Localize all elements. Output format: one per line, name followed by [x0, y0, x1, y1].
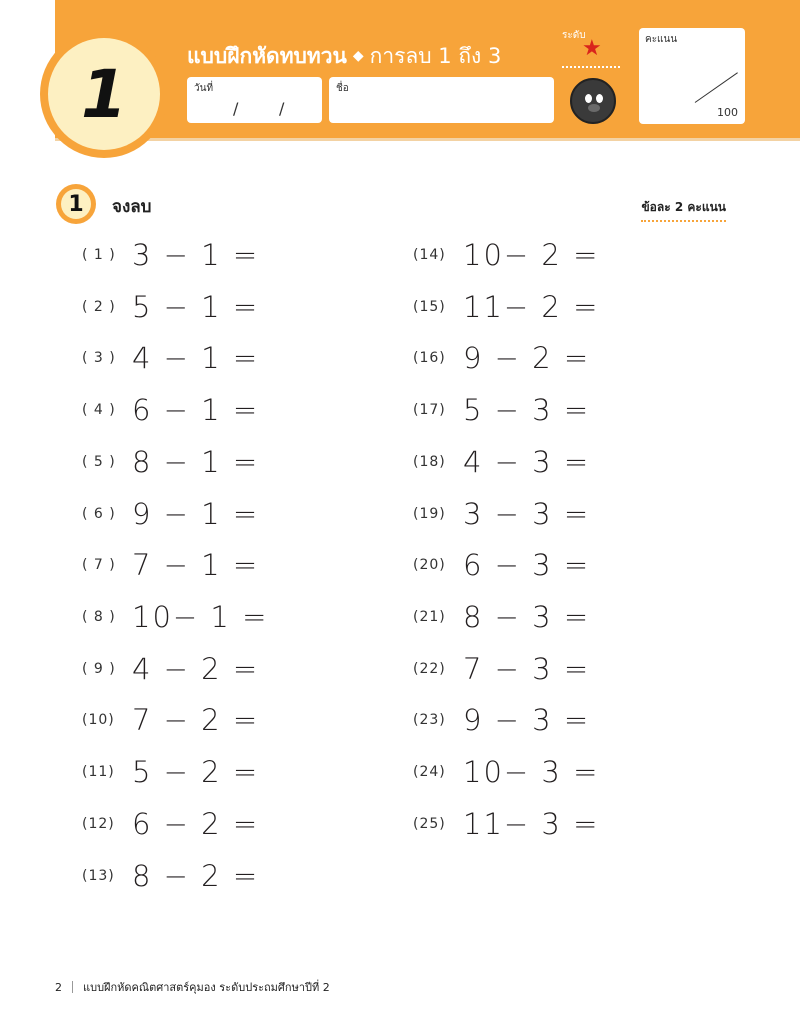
problem-number: (18): [413, 454, 446, 470]
problem-item: [82, 445, 259, 479]
mascot-eye: [596, 94, 603, 103]
problem-number: ( 8 ): [82, 609, 116, 625]
problem-item: [413, 393, 590, 427]
problem-expression: 6 − 1 =: [132, 393, 260, 427]
problem-expression: 4 − 3 =: [463, 445, 591, 479]
problem-item: [413, 341, 590, 375]
date-label: วันที่: [194, 83, 214, 94]
problem-expression: 7 − 1 =: [132, 548, 260, 582]
header-shadow: [55, 138, 800, 141]
problem-number: (22): [413, 661, 446, 677]
name-field[interactable]: [329, 77, 554, 123]
problem-expression: 3 − 3 =: [463, 497, 591, 531]
problem-number: ( 9 ): [82, 661, 116, 677]
problem-expression: 3 − 1 =: [132, 238, 260, 272]
book-title: แบบฝึกหัดคณิตศาสตร์คุมอง ระดับประถมศึกษาปีที่ 2: [83, 981, 330, 994]
star-icon: ★: [582, 36, 602, 61]
problem-expression: 7 − 2 =: [132, 703, 260, 737]
problem-expression: 8 − 2 =: [132, 859, 260, 893]
problem-item: [413, 548, 590, 582]
problem-item: [82, 755, 259, 789]
name-label: ชื่อ: [336, 83, 349, 94]
score-field[interactable]: [639, 28, 745, 124]
problem-item: [413, 652, 590, 686]
problem-number: (15): [413, 299, 446, 315]
problem-number: (12): [82, 816, 115, 832]
problem-item: [82, 393, 259, 427]
score-slash-line: [695, 72, 738, 103]
worksheet-badge-inner: [48, 38, 160, 150]
problem-number: (14): [413, 247, 446, 263]
problem-expression: 4 − 1 =: [132, 341, 260, 375]
problem-number: (25): [413, 816, 446, 832]
problem-number: ( 6 ): [82, 506, 116, 522]
problem-expression: 11− 3 =: [463, 807, 600, 841]
points-note: ข้อละ 2 คะแนน: [641, 198, 726, 222]
score-label: คะแนน: [645, 34, 678, 45]
problem-number: ( 4 ): [82, 402, 116, 418]
problem-item: [82, 652, 259, 686]
problem-expression: 6 − 2 =: [132, 807, 260, 841]
problem-number: ( 3 ): [82, 350, 116, 366]
page-title: [187, 40, 501, 73]
problem-item: [413, 755, 599, 789]
problem-expression: 11− 2 =: [463, 290, 600, 324]
problem-expression: 10− 2 =: [463, 238, 600, 272]
problem-number: (21): [413, 609, 446, 625]
footer-divider: [72, 981, 73, 993]
problem-expression: 5 − 2 =: [132, 755, 260, 789]
problem-item: [413, 703, 590, 737]
problem-item: [413, 807, 599, 841]
mascot-icon: [570, 78, 616, 124]
section-number: 1: [61, 189, 91, 219]
problem-number: (16): [413, 350, 446, 366]
problem-number: (17): [413, 402, 446, 418]
problem-expression: 4 − 2 =: [132, 652, 260, 686]
problem-expression: 9 − 1 =: [132, 497, 260, 531]
mascot-eye: [585, 94, 592, 103]
problem-number: (19): [413, 506, 446, 522]
problem-item: [82, 497, 259, 531]
problem-item: [82, 548, 259, 582]
date-field[interactable]: [187, 77, 322, 123]
problem-number: ( 5 ): [82, 454, 116, 470]
problem-expression: 5 − 1 =: [132, 290, 260, 324]
problem-item: [413, 238, 599, 272]
problem-expression: 10− 1 =: [132, 600, 269, 634]
problem-expression: 10− 3 =: [463, 755, 600, 789]
title-sub: การลบ 1 ถึง 3: [369, 44, 502, 68]
problem-item: [82, 290, 259, 324]
problem-number: ( 2 ): [82, 299, 116, 315]
problem-item: [82, 600, 268, 634]
problem-number: (23): [413, 712, 446, 728]
diamond-icon: ◆: [352, 48, 364, 64]
problem-number: (10): [82, 712, 115, 728]
mascot-nose: [588, 104, 600, 112]
problem-expression: 5 − 3 =: [463, 393, 591, 427]
problem-item: [82, 341, 259, 375]
problem-expression: 9 − 3 =: [463, 703, 591, 737]
page-number: 2: [55, 981, 62, 994]
section-title: จงลบ: [112, 197, 152, 217]
level-label: ระดับ: [562, 30, 586, 41]
problem-item: [82, 859, 259, 893]
problem-expression: 9 − 2 =: [463, 341, 591, 375]
problem-number: (24): [413, 764, 446, 780]
problem-expression: 6 − 3 =: [463, 548, 591, 582]
level-divider: [562, 66, 620, 68]
score-max: 100: [717, 106, 738, 119]
date-slash: /: [279, 99, 285, 118]
problem-expression: 8 − 1 =: [132, 445, 260, 479]
problem-number: (11): [82, 764, 115, 780]
problem-item: [82, 703, 259, 737]
problem-number: (20): [413, 557, 446, 573]
problem-item: [82, 238, 259, 272]
problem-item: [413, 497, 590, 531]
page-footer: [55, 978, 330, 996]
problem-number: (13): [82, 868, 115, 884]
worksheet-number: 1: [81, 55, 127, 133]
problem-expression: 8 − 3 =: [463, 600, 591, 634]
problem-item: [413, 290, 599, 324]
problem-number: ( 7 ): [82, 557, 116, 573]
problem-number: ( 1 ): [82, 247, 116, 263]
title-main: แบบฝึกหัดทบทวน: [187, 44, 347, 68]
section-badge: [56, 184, 96, 224]
problem-expression: 7 − 3 =: [463, 652, 591, 686]
problem-item: [413, 600, 590, 634]
problem-item: [413, 445, 590, 479]
date-slash: /: [233, 99, 239, 118]
problem-item: [82, 807, 259, 841]
